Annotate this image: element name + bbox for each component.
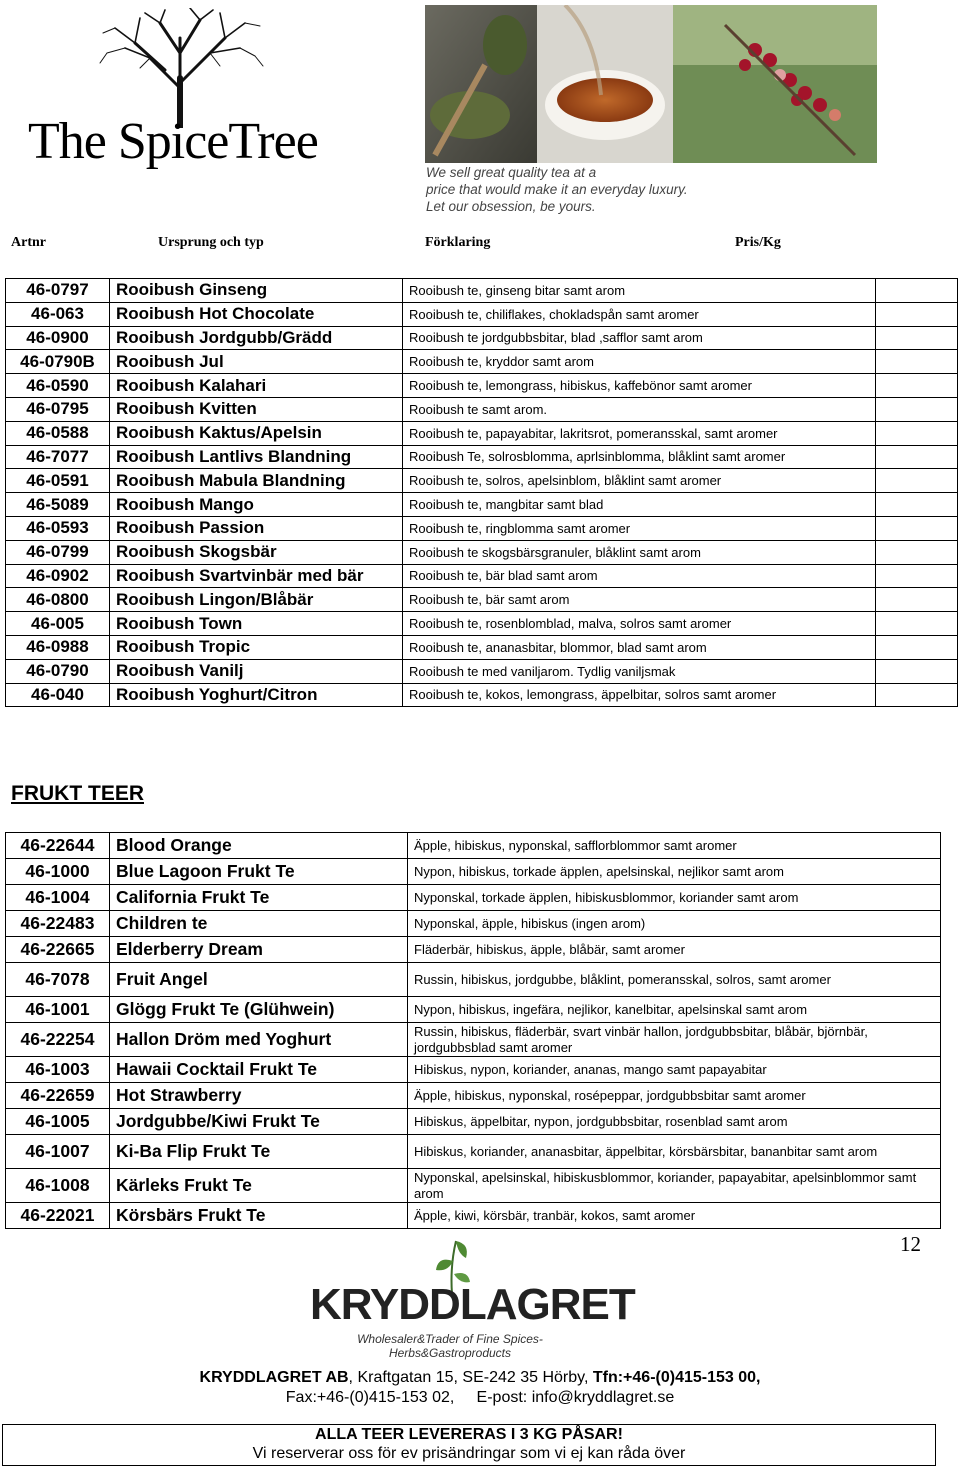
- table-row: [6, 1057, 941, 1083]
- product-name-cell: California Frukt Te: [110, 885, 408, 911]
- product-name-cell: Hawaii Cocktail Frukt Te: [110, 1057, 408, 1083]
- artnr-cell: 46-7077: [6, 445, 110, 469]
- description-cell: Rooibush Te, solrosblomma, aprlsinblomma, blåklint samt aromer: [403, 445, 876, 469]
- artnr-cell: 46-0797: [6, 279, 110, 303]
- price-cell: [876, 469, 958, 493]
- artnr-cell: 46-063: [6, 302, 110, 326]
- footer-address-line1: [0, 1368, 960, 1388]
- product-name-cell: Rooibush Ginseng: [110, 279, 403, 303]
- description-cell: Russin, hibiskus, jordgubbe, blåklint, pomeransskal, solros, samt aromer: [408, 963, 941, 997]
- description-cell: Nyponskal, torkade äpplen, hibiskusblommor, koriander samt arom: [408, 885, 941, 911]
- product-name-cell: Elderberry Dream: [110, 937, 408, 963]
- description-cell: Äpple, hibiskus, nyponskal, safflorblommor samt aromer: [408, 833, 941, 859]
- footer-notice-box: [2, 1424, 936, 1466]
- artnr-cell: 46-0588: [6, 421, 110, 445]
- description-cell: Rooibush te, mangbitar samt blad: [403, 493, 876, 517]
- product-name-cell: Körsbärs Frukt Te: [110, 1203, 408, 1229]
- table-row: [6, 302, 958, 326]
- table-row: [6, 374, 958, 398]
- artnr-cell: 46-22483: [6, 911, 110, 937]
- tagline-line: We sell great quality tea at a: [426, 165, 597, 180]
- table-row: [6, 635, 958, 659]
- section-title-frukt-teer: FRUKT TEER: [11, 782, 144, 805]
- description-cell: Hibiskus, äppelbitar, nypon, jordgubbsbitar, rosenblad samt arom: [408, 1109, 941, 1135]
- description-cell: Rooibush te, solros, apelsinblom, blåklint samt aromer: [403, 469, 876, 493]
- table-row: [6, 397, 958, 421]
- price-cell: [876, 659, 958, 683]
- spice-tree-logo-icon: [95, 8, 265, 128]
- table-row: [6, 1169, 941, 1203]
- artnr-cell: 46-22659: [6, 1083, 110, 1109]
- table-row: [6, 859, 941, 885]
- footer-street: , Kraftgatan 15, SE-242 35 Hörby,: [348, 1369, 593, 1386]
- description-cell: Russin, hibiskus, fläderbär, svart vinbär hallon, jordgubbsbitar, blåbär, björnbär, jordgubbsblad samt aromer: [408, 1023, 941, 1057]
- table-row: [6, 421, 958, 445]
- artnr-cell: 46-1007: [6, 1135, 110, 1169]
- product-name-cell: Rooibush Kvitten: [110, 397, 403, 421]
- price-cell: [876, 540, 958, 564]
- table-row: [6, 1203, 941, 1229]
- product-name-cell: Rooibush Yoghurt/Citron: [110, 683, 403, 707]
- description-cell: Nypon, hibiskus, ingefära, nejlikor, kanelbitar, apelsinskal samt arom: [408, 997, 941, 1023]
- artnr-cell: 46-0590: [6, 374, 110, 398]
- description-cell: Hibiskus, nypon, koriander, ananas, mango samt papayabitar: [408, 1057, 941, 1083]
- description-cell: Rooibush te, kokos, lemongrass, äppelbitar, solros samt aromer: [403, 683, 876, 707]
- artnr-cell: 46-0790B: [6, 350, 110, 374]
- product-name-cell: Rooibush Town: [110, 612, 403, 636]
- table-row: [6, 885, 941, 911]
- artnr-cell: 46-22665: [6, 937, 110, 963]
- artnr-cell: 46-0795: [6, 397, 110, 421]
- tagline-line: price that would make it an everyday luxury.: [426, 182, 688, 197]
- spice-tree-wordmark: The SpiceTree: [28, 113, 318, 170]
- table-row: [6, 326, 958, 350]
- table-row: [6, 683, 958, 707]
- artnr-cell: 46-0593: [6, 516, 110, 540]
- kryddlagret-wordmark: KRYDDLAGRET: [310, 1280, 635, 1329]
- artnr-cell: 46-0800: [6, 588, 110, 612]
- page-number: 12: [900, 1232, 921, 1256]
- tea-photo-collage: [425, 5, 877, 163]
- description-cell: Rooibush te, rosenblomblad, malva, solros samt aromer: [403, 612, 876, 636]
- description-cell: Rooibush te skogsbärsgranuler, blåklint samt arom: [403, 540, 876, 564]
- footer-notice-line2: Vi reserverar oss för ev prisändringar som vi ej kan råda över: [252, 1445, 686, 1462]
- table-row: [6, 833, 941, 859]
- description-cell: Rooibush te med vaniljarom. Tydlig vaniljsmak: [403, 659, 876, 683]
- table-row: [6, 1023, 941, 1057]
- product-name-cell: Hallon Dröm med Yoghurt: [110, 1023, 408, 1057]
- frukt-table: [5, 832, 941, 1229]
- product-name-cell: Rooibush Vanilj: [110, 659, 403, 683]
- product-name-cell: Rooibush Mabula Blandning: [110, 469, 403, 493]
- description-cell: Rooibush te jordgubbsbitar, blad ,safflor samt arom: [403, 326, 876, 350]
- artnr-cell: 46-1008: [6, 1169, 110, 1203]
- table-row: [6, 540, 958, 564]
- price-cell: [876, 564, 958, 588]
- product-name-cell: Rooibush Kalahari: [110, 374, 403, 398]
- artnr-cell: 46-5089: [6, 493, 110, 517]
- footer-address: [0, 1368, 960, 1408]
- product-name-cell: Rooibush Jul: [110, 350, 403, 374]
- tagline: [426, 164, 746, 215]
- price-cell: [876, 397, 958, 421]
- product-name-cell: Rooibush Lantlivs Blandning: [110, 445, 403, 469]
- product-name-cell: Rooibush Kaktus/Apelsin: [110, 421, 403, 445]
- col-header-artnr: Artnr: [11, 235, 46, 250]
- table-row: [6, 445, 958, 469]
- product-name-cell: Rooibush Tropic: [110, 635, 403, 659]
- description-cell: Rooibush te, ananasbitar, blommor, blad samt arom: [403, 635, 876, 659]
- artnr-cell: 46-0799: [6, 540, 110, 564]
- artnr-cell: 46-040: [6, 683, 110, 707]
- product-name-cell: Rooibush Lingon/Blåbär: [110, 588, 403, 612]
- description-cell: Rooibush te, ginseng bitar samt arom: [403, 279, 876, 303]
- product-name-cell: Hot Strawberry: [110, 1083, 408, 1109]
- price-cell: [876, 326, 958, 350]
- product-name-cell: Glögg Frukt Te (Glühwein): [110, 997, 408, 1023]
- product-name-cell: Rooibush Svartvinbär med bär: [110, 564, 403, 588]
- price-cell: [876, 493, 958, 517]
- product-name-cell: Rooibush Mango: [110, 493, 403, 517]
- col-header-ursprung: Ursprung och typ: [158, 235, 264, 250]
- product-name-cell: Ki-Ba Flip Frukt Te: [110, 1135, 408, 1169]
- price-cell: [876, 445, 958, 469]
- price-cell: [876, 350, 958, 374]
- description-cell: Rooibush te, kryddor samt arom: [403, 350, 876, 374]
- table-row: [6, 997, 941, 1023]
- price-cell: [876, 683, 958, 707]
- artnr-cell: 46-0591: [6, 469, 110, 493]
- artnr-cell: 46-005: [6, 612, 110, 636]
- description-cell: Äpple, hibiskus, nyponskal, rosépeppar, jordgubbsbitar samt aromer: [408, 1083, 941, 1109]
- description-cell: Hibiskus, koriander, ananasbitar, äppelbitar, körsbärsbitar, bananbitar samt arom: [408, 1135, 941, 1169]
- description-cell: Rooibush te, lemongrass, hibiskus, kaffebönor samt aromer: [403, 374, 876, 398]
- artnr-cell: 46-0790: [6, 659, 110, 683]
- price-cell: [876, 421, 958, 445]
- product-name-cell: Fruit Angel: [110, 963, 408, 997]
- product-name-cell: Jordgubbe/Kiwi Frukt Te: [110, 1109, 408, 1135]
- table-row: [6, 1135, 941, 1169]
- description-cell: Rooibush te, bär samt arom: [403, 588, 876, 612]
- product-name-cell: Rooibush Passion: [110, 516, 403, 540]
- price-cell: [876, 374, 958, 398]
- table-row: [6, 1109, 941, 1135]
- table-row: [6, 516, 958, 540]
- artnr-cell: 46-22021: [6, 1203, 110, 1229]
- price-cell: [876, 612, 958, 636]
- table-row: [6, 469, 958, 493]
- footer-address-line2: Fax:+46-(0)415-153 02, E-post: info@kryddlagret.se: [285, 1389, 675, 1406]
- product-name-cell: Rooibush Skogsbär: [110, 540, 403, 564]
- artnr-cell: 46-1001: [6, 997, 110, 1023]
- table-row: [6, 1083, 941, 1109]
- description-cell: Rooibush te, bär blad samt arom: [403, 564, 876, 588]
- artnr-cell: 46-1003: [6, 1057, 110, 1083]
- table-row: [6, 612, 958, 636]
- footer-phone: Tfn:+46-(0)415-153 00,: [592, 1369, 761, 1386]
- table-row: [6, 493, 958, 517]
- product-name-cell: Kärleks Frukt Te: [110, 1169, 408, 1203]
- product-name-cell: Rooibush Jordgubb/Grädd: [110, 326, 403, 350]
- description-cell: Fläderbär, hibiskus, äpple, blåbär, samt aromer: [408, 937, 941, 963]
- description-cell: Äpple, kiwi, körsbär, tranbär, kokos, samt aromer: [408, 1203, 941, 1229]
- description-cell: Rooibush te, papayabitar, lakritsrot, pomeransskal, samt aromer: [403, 421, 876, 445]
- price-cell: [876, 302, 958, 326]
- price-cell: [876, 516, 958, 540]
- product-name-cell: Rooibush Hot Chocolate: [110, 302, 403, 326]
- description-cell: Nyponskal, apelsinskal, hibiskusblommor, koriander, papayabitar, apelsinblommor samt arom: [408, 1169, 941, 1203]
- artnr-cell: 46-1000: [6, 859, 110, 885]
- table-row: [6, 564, 958, 588]
- table-row: [6, 588, 958, 612]
- product-name-cell: Blue Lagoon Frukt Te: [110, 859, 408, 885]
- tagline-line: Let our obsession, be yours.: [426, 199, 596, 214]
- price-cell: [876, 635, 958, 659]
- table-row: [6, 350, 958, 374]
- footer-notice-line1: ALLA TEER LEVERERAS I 3 KG PÅSAR!: [315, 1426, 623, 1443]
- description-cell: Rooibush te samt arom.: [403, 397, 876, 421]
- price-cell: [876, 279, 958, 303]
- kryddlagret-tagline: Wholesaler&Trader of Fine Spices-Herbs&Gastroproducts: [357, 1332, 543, 1360]
- artnr-cell: 46-0902: [6, 564, 110, 588]
- artnr-cell: 46-7078: [6, 963, 110, 997]
- col-header-pris: Pris/Kg: [735, 235, 781, 250]
- table-row: [6, 279, 958, 303]
- table-row: [6, 911, 941, 937]
- description-cell: Nyponskal, äpple, hibiskus (ingen arom): [408, 911, 941, 937]
- artnr-cell: 46-22254: [6, 1023, 110, 1057]
- product-name-cell: Children te: [110, 911, 408, 937]
- product-name-cell: Blood Orange: [110, 833, 408, 859]
- table-row: [6, 937, 941, 963]
- price-cell: [876, 588, 958, 612]
- artnr-cell: 46-22644: [6, 833, 110, 859]
- description-cell: Rooibush te, ringblomma samt aromer: [403, 516, 876, 540]
- artnr-cell: 46-0900: [6, 326, 110, 350]
- col-header-forklaring: Förklaring: [425, 235, 491, 250]
- table-row: [6, 963, 941, 997]
- artnr-cell: 46-1004: [6, 885, 110, 911]
- table-row: [6, 659, 958, 683]
- description-cell: Rooibush te, chiliflakes, chokladspån samt aromer: [403, 302, 876, 326]
- artnr-cell: 46-1005: [6, 1109, 110, 1135]
- artnr-cell: 46-0988: [6, 635, 110, 659]
- footer-company: KRYDDLAGRET AB: [199, 1369, 349, 1386]
- description-cell: Nypon, hibiskus, torkade äpplen, apelsinskal, nejlikor samt arom: [408, 859, 941, 885]
- rooibos-table: [5, 278, 958, 707]
